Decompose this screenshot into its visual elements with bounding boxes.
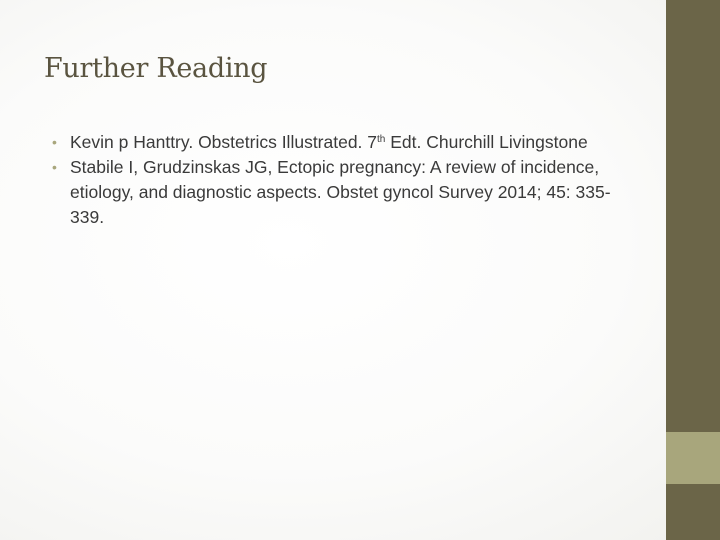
bullet-icon: • — [52, 159, 57, 175]
side-accent-bar — [666, 0, 720, 432]
reference-text: Stabile I, Grudzinskas JG, Ectopic pregnancy: A review of incidence, etiology, and diagnostic aspects. Obstet gyncol Survey 2014; 45: 335-339. — [70, 157, 611, 227]
reference-text-continued: Edt. Churchill Livingstone — [385, 132, 588, 152]
slide-title: Further Reading — [44, 53, 268, 84]
reference-text: Kevin p Hanttry. Obstetrics Illustrated. 7 — [70, 132, 378, 152]
side-accent-highlight — [666, 432, 720, 484]
reference-item — [52, 130, 612, 155]
reference-item — [52, 155, 612, 230]
bullet-icon: • — [52, 134, 57, 150]
reference-superscript: th — [377, 134, 386, 145]
reference-list — [52, 130, 612, 230]
side-accent-bar-bottom — [666, 484, 720, 540]
